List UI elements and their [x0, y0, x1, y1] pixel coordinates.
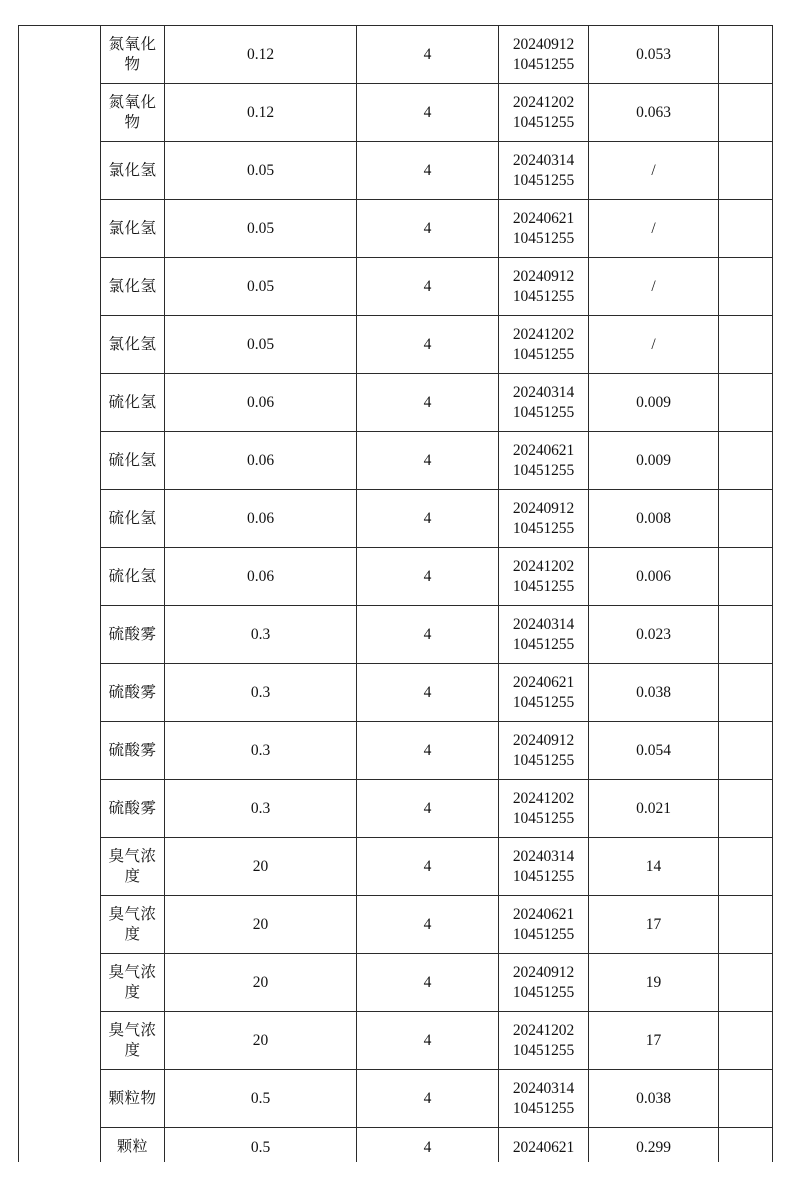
datetime-line-2: 10451255 — [512, 345, 575, 363]
datetime-line-1: 20240912 — [512, 499, 575, 517]
table-row — [19, 606, 773, 664]
standard-limit-cell: 0.3 — [165, 664, 357, 722]
monitoring-datetime-cell — [499, 142, 589, 200]
measured-value-cell: 0.008 — [589, 490, 719, 548]
standard-limit-cell: 0.06 — [165, 432, 357, 490]
standard-limit-cell: 0.05 — [165, 142, 357, 200]
measured-value-cell: / — [589, 316, 719, 374]
monitoring-datetime-cell — [499, 200, 589, 258]
standard-limit-cell: 0.5 — [165, 1070, 357, 1128]
standard-limit-cell: 20 — [165, 838, 357, 896]
pollutant-name-cell: 氯化氢 — [101, 200, 165, 258]
monitoring-datetime-cell — [499, 26, 589, 84]
pollutant-name-cell: 颗粒 — [101, 1128, 165, 1163]
pollutant-name-cell: 臭气浓度 — [101, 1012, 165, 1070]
standard-limit-cell: 20 — [165, 1012, 357, 1070]
measured-value-cell: 0.023 — [589, 606, 719, 664]
measured-value-cell: 0.054 — [589, 722, 719, 780]
sample-count-cell: 4 — [357, 142, 499, 200]
table-row — [19, 780, 773, 838]
datetime-line-2: 10451255 — [512, 1041, 575, 1059]
measured-value-cell: 0.053 — [589, 26, 719, 84]
datetime-line-1: 20240621 — [512, 1138, 575, 1156]
table-row — [19, 896, 773, 954]
sample-count-cell: 4 — [357, 548, 499, 606]
table-row — [19, 316, 773, 374]
monitoring-datetime-cell — [499, 838, 589, 896]
datetime-line-1: 20240314 — [512, 847, 575, 865]
pollutant-name-cell: 硫化氢 — [101, 432, 165, 490]
remark-blank-cell — [719, 606, 773, 664]
pollutant-name-cell: 氯化氢 — [101, 142, 165, 200]
datetime-line-2: 10451255 — [512, 171, 575, 189]
measured-value-cell: 0.009 — [589, 432, 719, 490]
datetime-line-1: 20241202 — [512, 1021, 575, 1039]
table-row — [19, 548, 773, 606]
standard-limit-cell: 0.12 — [165, 84, 357, 142]
datetime-line-2: 10451255 — [512, 55, 575, 73]
sample-count-cell: 4 — [357, 200, 499, 258]
datetime-line-2: 10451255 — [512, 577, 575, 595]
sample-count-cell: 4 — [357, 316, 499, 374]
monitoring-datetime-cell — [499, 722, 589, 780]
datetime-line-1: 20240912 — [512, 267, 575, 285]
datetime-line-1: 20240314 — [512, 383, 575, 401]
monitoring-datetime-cell — [499, 258, 589, 316]
monitoring-datetime-cell — [499, 606, 589, 664]
table-row — [19, 258, 773, 316]
measured-value-cell: 17 — [589, 1012, 719, 1070]
remark-blank-cell — [719, 838, 773, 896]
monitoring-datetime-cell — [499, 664, 589, 722]
table-row — [19, 490, 773, 548]
datetime-line-2: 10451255 — [512, 925, 575, 943]
datetime-line-2: 10451255 — [512, 461, 575, 479]
monitoring-datetime-cell — [499, 316, 589, 374]
measured-value-cell: / — [589, 142, 719, 200]
monitoring-datetime-cell — [499, 1070, 589, 1128]
sample-count-cell: 4 — [357, 26, 499, 84]
table-row — [19, 722, 773, 780]
table-row — [19, 142, 773, 200]
datetime-line-1: 20240621 — [512, 673, 575, 691]
pollutant-name-cell: 硫化氢 — [101, 548, 165, 606]
remark-blank-cell — [719, 26, 773, 84]
monitoring-datetime-cell — [499, 780, 589, 838]
sample-count-cell: 4 — [357, 896, 499, 954]
remark-blank-cell — [719, 1012, 773, 1070]
remark-blank-cell — [719, 548, 773, 606]
table-row — [19, 954, 773, 1012]
measured-value-cell: 0.038 — [589, 664, 719, 722]
pollutant-name-cell: 氮氧化物 — [101, 84, 165, 142]
standard-limit-cell: 0.05 — [165, 200, 357, 258]
monitoring-datetime-cell — [499, 896, 589, 954]
monitoring-data-table — [18, 25, 773, 1162]
monitoring-datetime-cell — [499, 548, 589, 606]
datetime-line-1: 20240912 — [512, 35, 575, 53]
pollutant-name-cell: 氯化氢 — [101, 316, 165, 374]
datetime-line-2: 10451255 — [512, 693, 575, 711]
remark-blank-cell — [719, 722, 773, 780]
sample-count-cell: 4 — [357, 606, 499, 664]
sample-count-cell: 4 — [357, 664, 499, 722]
remark-blank-cell — [719, 1128, 773, 1163]
pollutant-name-cell: 颗粒物 — [101, 1070, 165, 1128]
table-body — [19, 26, 773, 1163]
standard-limit-cell: 0.06 — [165, 548, 357, 606]
standard-limit-cell: 0.05 — [165, 258, 357, 316]
measured-value-cell: 0.038 — [589, 1070, 719, 1128]
pollutant-name-cell: 氮氧化物 — [101, 26, 165, 84]
pollutant-name-cell: 硫酸雾 — [101, 606, 165, 664]
sample-count-cell: 4 — [357, 1070, 499, 1128]
datetime-line-2: 10451255 — [512, 229, 575, 247]
standard-limit-cell: 20 — [165, 954, 357, 1012]
remark-blank-cell — [719, 1070, 773, 1128]
datetime-line-2: 10451255 — [512, 983, 575, 1001]
standard-limit-cell: 0.3 — [165, 606, 357, 664]
datetime-line-1: 20240314 — [512, 615, 575, 633]
datetime-line-1: 20240912 — [512, 731, 575, 749]
monitoring-datetime-cell — [499, 1012, 589, 1070]
datetime-line-2: 10451255 — [512, 287, 575, 305]
datetime-line-2: 10451255 — [512, 403, 575, 421]
pollutant-name-cell: 硫酸雾 — [101, 664, 165, 722]
remark-blank-cell — [719, 374, 773, 432]
pollutant-name-cell: 氯化氢 — [101, 258, 165, 316]
sample-count-cell: 4 — [357, 432, 499, 490]
measured-value-cell: 17 — [589, 896, 719, 954]
datetime-line-1: 20240314 — [512, 151, 575, 169]
table-row — [19, 432, 773, 490]
pollutant-name-cell: 硫酸雾 — [101, 722, 165, 780]
datetime-line-1: 20240621 — [512, 905, 575, 923]
sample-count-cell: 4 — [357, 490, 499, 548]
table-row — [19, 1012, 773, 1070]
sample-count-cell: 4 — [357, 954, 499, 1012]
datetime-line-1: 20241202 — [512, 93, 575, 111]
datetime-line-2: 10451255 — [512, 635, 575, 653]
remark-blank-cell — [719, 896, 773, 954]
measured-value-cell: 14 — [589, 838, 719, 896]
datetime-line-1: 20241202 — [512, 789, 575, 807]
sample-count-cell: 4 — [357, 258, 499, 316]
pollutant-name-cell: 臭气浓度 — [101, 838, 165, 896]
standard-limit-cell: 0.06 — [165, 374, 357, 432]
standard-limit-cell: 0.5 — [165, 1128, 357, 1163]
pollutant-name-cell: 硫化氢 — [101, 490, 165, 548]
measured-value-cell: / — [589, 258, 719, 316]
datetime-line-1: 20241202 — [512, 325, 575, 343]
table-row — [19, 838, 773, 896]
remark-blank-cell — [719, 490, 773, 548]
pollutant-name-cell: 硫酸雾 — [101, 780, 165, 838]
remark-blank-cell — [719, 432, 773, 490]
remark-blank-cell — [719, 84, 773, 142]
sample-count-cell: 4 — [357, 374, 499, 432]
datetime-line-2: 10451255 — [512, 1099, 575, 1117]
datetime-line-1: 20240621 — [512, 441, 575, 459]
datetime-line-2: 10451255 — [512, 113, 575, 131]
row-header-blank-cell — [19, 26, 101, 1163]
datetime-line-2: 10451255 — [512, 867, 575, 885]
table-row — [19, 1070, 773, 1128]
remark-blank-cell — [719, 316, 773, 374]
sample-count-cell: 4 — [357, 84, 499, 142]
remark-blank-cell — [719, 200, 773, 258]
monitoring-datetime-cell — [499, 374, 589, 432]
sample-count-cell: 4 — [357, 780, 499, 838]
standard-limit-cell: 0.06 — [165, 490, 357, 548]
measured-value-cell: 0.021 — [589, 780, 719, 838]
pollutant-name-cell: 臭气浓度 — [101, 954, 165, 1012]
datetime-line-1: 20240621 — [512, 209, 575, 227]
sample-count-cell: 4 — [357, 1128, 499, 1163]
datetime-line-2: 10451255 — [512, 519, 575, 537]
monitoring-datetime-cell — [499, 954, 589, 1012]
datetime-line-1: 20240912 — [512, 963, 575, 981]
sample-count-cell: 4 — [357, 722, 499, 780]
standard-limit-cell: 0.3 — [165, 780, 357, 838]
table-row — [19, 84, 773, 142]
datetime-line-1: 20241202 — [512, 557, 575, 575]
table-row — [19, 26, 773, 84]
measured-value-cell: 0.006 — [589, 548, 719, 606]
table-row — [19, 664, 773, 722]
standard-limit-cell: 0.05 — [165, 316, 357, 374]
standard-limit-cell: 20 — [165, 896, 357, 954]
measured-value-cell: 19 — [589, 954, 719, 1012]
datetime-line-1: 20240314 — [512, 1079, 575, 1097]
table-row — [19, 374, 773, 432]
sample-count-cell: 4 — [357, 838, 499, 896]
table-row — [19, 200, 773, 258]
remark-blank-cell — [719, 954, 773, 1012]
measured-value-cell: / — [589, 200, 719, 258]
remark-blank-cell — [719, 780, 773, 838]
datetime-line-2: 10451255 — [512, 751, 575, 769]
monitoring-datetime-cell — [499, 1128, 589, 1163]
standard-limit-cell: 0.3 — [165, 722, 357, 780]
datetime-line-2: 10451255 — [512, 809, 575, 827]
measured-value-cell: 0.063 — [589, 84, 719, 142]
pollutant-name-cell: 硫化氢 — [101, 374, 165, 432]
sample-count-cell: 4 — [357, 1012, 499, 1070]
measured-value-cell: 0.299 — [589, 1128, 719, 1163]
table-row — [19, 1128, 773, 1163]
remark-blank-cell — [719, 664, 773, 722]
measured-value-cell: 0.009 — [589, 374, 719, 432]
standard-limit-cell: 0.12 — [165, 26, 357, 84]
remark-blank-cell — [719, 142, 773, 200]
remark-blank-cell — [719, 258, 773, 316]
monitoring-datetime-cell — [499, 84, 589, 142]
table-clip-region — [18, 25, 774, 1162]
monitoring-datetime-cell — [499, 432, 589, 490]
monitoring-datetime-cell — [499, 490, 589, 548]
pollutant-name-cell: 臭气浓度 — [101, 896, 165, 954]
